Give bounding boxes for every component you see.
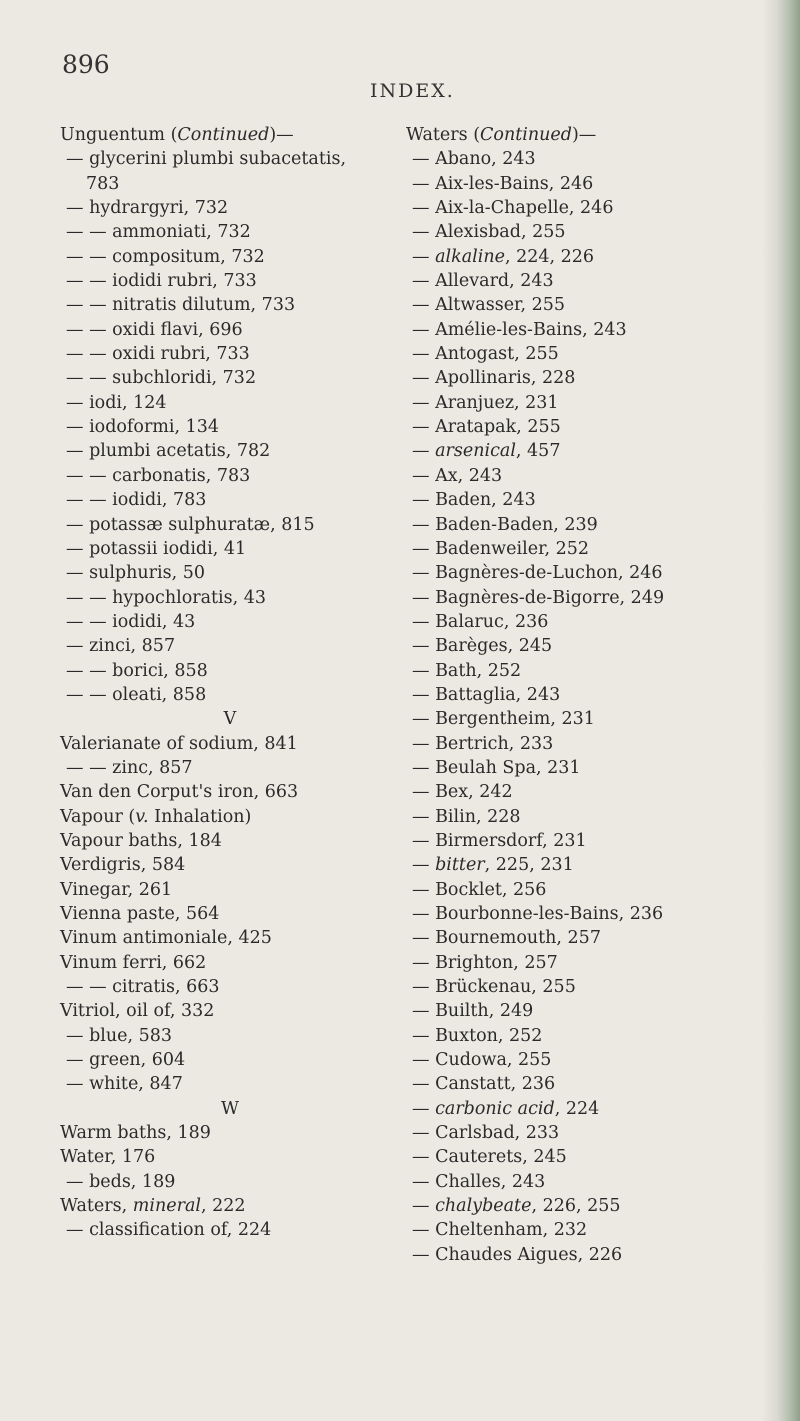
page-edge [762, 0, 800, 1421]
index-entry: — Baden-Baden, 239 [412, 514, 598, 535]
index-entry: — Amélie-les-Bains, 243 [412, 319, 627, 340]
index-entry: — Bergentheim, 231 [412, 709, 595, 730]
index-entry: — Bex, 242 [412, 782, 513, 803]
index-entry: — Brighton, 257 [412, 952, 558, 973]
index-entry: Vienna paste, 564 [60, 904, 220, 924]
index-entry: Vitriol, oil of, 332 [60, 1001, 215, 1022]
index-entry: — — ammoniati, 732 [66, 222, 251, 243]
index-entry: — Baden, 243 [412, 490, 536, 511]
index-entry: — — zinc, 857 [66, 757, 193, 778]
index-entry: — blue, 583 [66, 1025, 173, 1046]
index-entry: — — hypochloratis, 43 [66, 587, 267, 608]
index-entry: — Barèges, 245 [412, 636, 553, 657]
index-entry: — potassii iodidi, 41 [66, 538, 247, 559]
index-entry: — Bocklet, 256 [412, 879, 547, 900]
index-entry: — Birmersdorf, 231 [412, 830, 587, 851]
index-entry: — Brückenau, 255 [412, 977, 576, 998]
index-entry: — Altwasser, 255 [412, 295, 566, 316]
index-entry: — Buxton, 252 [412, 1025, 543, 1046]
index-entry: — — iodidi, 783 [66, 490, 207, 511]
index-entry: — Challes, 243 [412, 1171, 546, 1192]
index-entry: — chalybeate, 226, 255 [412, 1196, 621, 1217]
index-entry: Van den Corput's iron, 663 [60, 782, 299, 803]
section-letter: W [221, 1098, 239, 1119]
index-entry: — Aratapak, 255 [412, 417, 561, 438]
index-entry: — Balaruc, 236 [412, 611, 549, 632]
index-entry: — green, 604 [66, 1050, 186, 1071]
index-entry: — — citratis, 663 [66, 977, 220, 998]
index-entry: — Antogast, 255 [412, 344, 559, 365]
index-entry: Vinum antimoniale, 425 [60, 928, 272, 949]
index-entry: — alkaline, 224, 226 [412, 246, 595, 267]
index-entry: — Bath, 252 [412, 660, 522, 681]
index-entry: — Canstatt, 236 [412, 1074, 556, 1095]
index-entry: — Beulah Spa, 231 [412, 757, 581, 778]
index-entry: Waters, mineral, 222 [60, 1196, 246, 1217]
index-entry: Unguentum (Continued)— [60, 125, 294, 145]
index-entry: — classification of, 224 [66, 1220, 272, 1241]
index-entry: — Carlsbad, 233 [412, 1123, 560, 1144]
index-entry: — Battaglia, 243 [412, 684, 561, 705]
index-entry: — Cauterets, 245 [412, 1147, 567, 1168]
index-entry: — Aranjuez, 231 [412, 392, 559, 413]
index-entry: — Bagnères-de-Luchon, 246 [412, 563, 663, 584]
index-entry: — carbonic acid, 224 [412, 1098, 600, 1119]
index-entry: — potassæ sulphuratæ, 815 [66, 514, 315, 535]
index-entry: — Aix-la-Chapelle, 246 [412, 198, 614, 219]
index-entry: Vapour baths, 184 [60, 830, 222, 851]
index-entry: — beds, 189 [66, 1171, 176, 1192]
index-entry: — zinci, 857 [66, 636, 176, 657]
index-entry: — Allevard, 243 [412, 271, 554, 292]
index-entry: — sulphuris, 50 [66, 563, 205, 584]
index-entry: Verdigris, 584 [60, 855, 186, 876]
index-entry: — Badenweiler, 252 [412, 538, 590, 559]
index-entry: — — oxidi flavi, 696 [66, 319, 243, 340]
index-entry: — Alexisbad, 255 [412, 222, 566, 243]
index-entry: — — oleati, 858 [66, 684, 207, 705]
index-entry: — — subchloridi, 732 [66, 368, 257, 389]
index-entry: — white, 847 [66, 1074, 183, 1095]
index-entry: — — carbonatis, 783 [66, 465, 251, 486]
index-entry: — hydrargyri, 732 [66, 198, 229, 219]
page-number: 896 [62, 50, 110, 79]
index-entry: 783 [86, 173, 120, 194]
index-entry: — Builth, 249 [412, 1001, 534, 1022]
index-entry: — Chaudes Aigues, 226 [412, 1244, 623, 1265]
index-entry: Water, 176 [60, 1147, 156, 1168]
index-entry: — — nitratis dilutum, 733 [66, 295, 296, 316]
index-entry: — Ax, 243 [412, 465, 503, 486]
index-column-right [406, 123, 766, 1267]
index-entry: — iodoformi, 134 [66, 417, 220, 438]
index-entry: Waters (Continued)— [406, 125, 597, 145]
index-entry: — Aix-les-Bains, 246 [412, 173, 594, 194]
index-entry: — Bertrich, 233 [412, 733, 554, 754]
section-letter: V [223, 709, 237, 730]
index-entry: — — compositum, 732 [66, 246, 265, 267]
index-entry: — iodi, 124 [66, 392, 167, 413]
index-entry: — plumbi acetatis, 782 [66, 441, 271, 462]
index-entry: Valerianate of sodium, 841 [60, 733, 298, 754]
index-entry: Vinum ferri, 662 [60, 952, 207, 973]
index-entry: — Bagnères-de-Bigorre, 249 [412, 587, 665, 608]
index-entry: — glycerini plumbi subacetatis, [66, 149, 347, 170]
index-entry: — Bourbonne-les-Bains, 236 [412, 904, 664, 924]
index-entry: — — iodidi rubri, 733 [66, 271, 257, 292]
index-entry: — bitter, 225, 231 [412, 855, 574, 876]
index-entry: Vapour (v. Inhalation) [60, 806, 252, 827]
index-entry: — — oxidi rubri, 733 [66, 344, 250, 365]
index-entry: — arsenical, 457 [412, 441, 561, 462]
index-entry: — — borici, 858 [66, 660, 208, 681]
index-entry: Vinegar, 261 [60, 879, 173, 900]
index-entry: — Abano, 243 [412, 149, 536, 170]
index-entry: — Cudowa, 255 [412, 1050, 552, 1071]
index-entry: — — iodidi, 43 [66, 611, 196, 632]
index-entry: Warm baths, 189 [60, 1123, 211, 1144]
index-entry: — Cheltenham, 232 [412, 1220, 588, 1241]
running-head: INDEX. [370, 80, 455, 102]
index-entry: — Bilin, 228 [412, 806, 521, 827]
index-column-left [60, 123, 400, 1243]
index-entry: — Apollinaris, 228 [412, 368, 576, 389]
index-entry: — Bournemouth, 257 [412, 928, 601, 949]
